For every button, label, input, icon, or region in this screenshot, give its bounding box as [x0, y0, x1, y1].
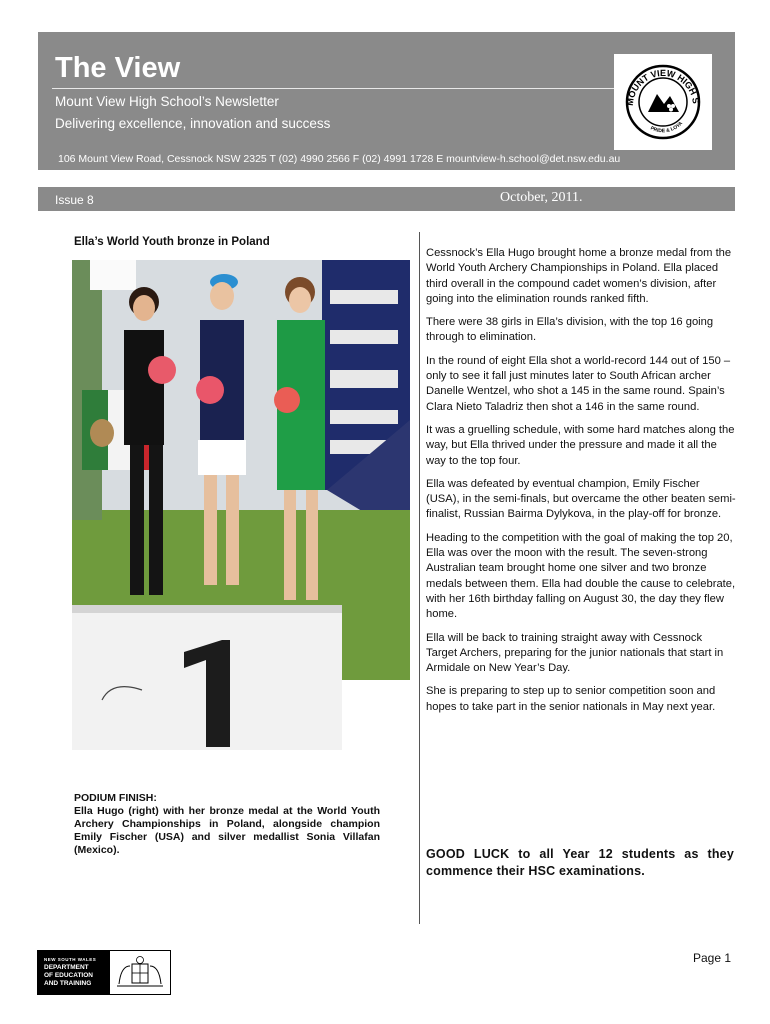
article-paragraph: Ella was defeated by eventual champion, Emily Fischer (USA), in the semi-finals, but overcame the other beaten semi-finalist, Russian Bairma Dylykova, in the play-off for bronze.: [426, 477, 736, 521]
department-logo: [37, 950, 171, 995]
dept-line-3: OF EDUCATION: [44, 972, 93, 979]
article-paragraph: She is preparing to step up to senior competition soon and hopes to take part in the senior nationals in May next year.: [426, 685, 716, 713]
dept-line-1: NEW SOUTH WALES: [44, 957, 97, 962]
good-luck-message: GOOD LUCK to all Year 12 students as they commence their HSC examinations.: [426, 847, 734, 878]
article-paragraph: There were 38 girls in Ella’s division, with the top 16 going through to elimination.: [426, 316, 714, 344]
school-logo: [614, 54, 712, 150]
newsletter-subtitle: Mount View High School’s Newsletter: [55, 94, 279, 109]
newsletter-tagline: Delivering excellence, innovation and success: [55, 116, 331, 131]
story-headline: Ella’s World Youth bronze in Poland: [74, 236, 270, 248]
issue-bar: [38, 187, 735, 211]
page-number: Page 1: [693, 951, 732, 965]
article-paragraph: In the round of eight Ella shot a world-record 144 out of 150 – only to see it fall just minutes later to South African archer Danelle Wentzel, who shot a 145 in the same round. Spain’s Clara Nieto Taladriz then shot a 146 in the same round.: [426, 354, 731, 413]
article-body: [426, 246, 736, 723]
logo-motto-text: PRIDE & LOYA: [649, 120, 685, 135]
podium-number: 1: [222, 740, 223, 741]
department-wordmark: [38, 951, 110, 994]
school-address: 106 Mount View Road, Cessnock NSW 2325 T (02) 4990 2566 F (02) 4991 1728 E mountview-h.school@det.nsw.edu.au: [58, 153, 621, 165]
newsletter-title: The View: [55, 52, 181, 84]
article-paragraph: Heading to the competition with the goal of making the top 20, Ella was over the moon with the result. The seven-strong Australian team brought home one silver and two bronze medals between them. Ella had double the cause to celebrate, with her 16th birthday falling on August 30, the day they flew home.: [426, 531, 736, 621]
dept-line-4: AND TRAINING: [44, 980, 92, 987]
logo-arc-text: MOUNT VIEW HIGH S: [624, 67, 701, 107]
column-divider: [419, 232, 420, 924]
nsw-crest-icon: [111, 952, 169, 993]
masthead: [38, 32, 735, 170]
article-paragraph: Cessnock’s Ella Hugo brought home a bronze medal from the World Youth Archery Championships in Poland. Ella placed third overall in the compound cadet women’s division, after going into the elimination rounds ranked fifth.: [426, 247, 732, 305]
dept-line-2: DEPARTMENT: [44, 964, 89, 971]
article-paragraph: Ella will be back to training straight away with Cessnock Target Archers, preparing for the junior nationals that start in Armidale on New Year’s Day.: [426, 631, 724, 675]
issue-number: Issue 8: [55, 193, 94, 207]
school-crest-icon: [614, 54, 712, 150]
caption-text: Ella Hugo (right) with her bronze medal at the World Youth Archery Championships in Poland, alongside champion Emily Fischer (USA) and silver medallist Sonia Villafan (Mexico).: [74, 805, 380, 856]
issue-date: October, 2011.: [500, 190, 583, 205]
photo-caption: [74, 792, 380, 857]
podium-photo: [72, 260, 410, 750]
article-paragraph: It was a gruelling schedule, with some hard matches along the way, but Ella thrived under the pressure and made it all the way to the top four.: [426, 423, 735, 467]
title-rule: [52, 88, 614, 89]
caption-title: PODIUM FINISH:: [74, 792, 157, 804]
